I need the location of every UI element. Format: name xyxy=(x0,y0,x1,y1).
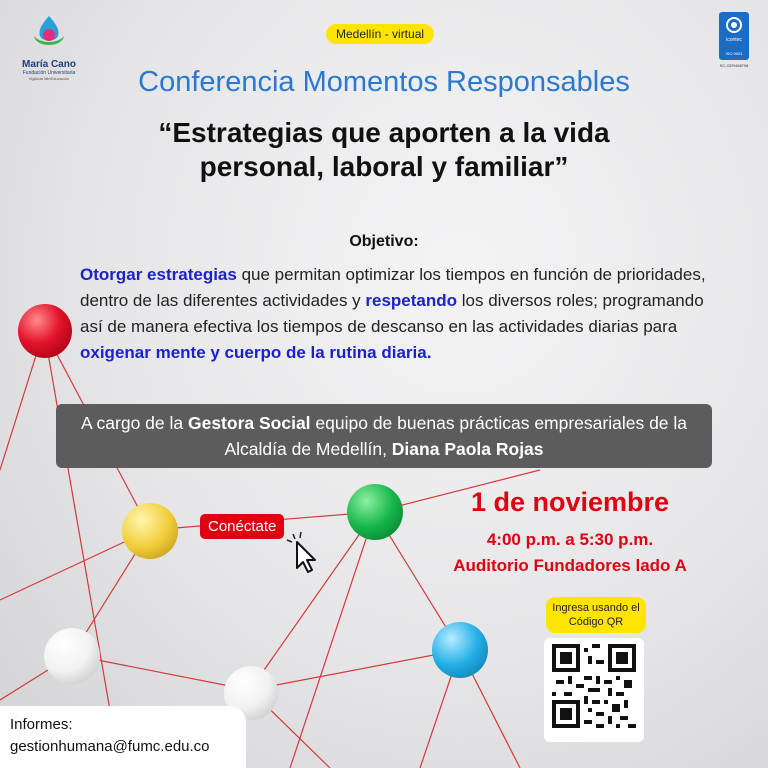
logo-subtitle: Fundación Universitaria xyxy=(22,70,76,76)
cursor-click-icon xyxy=(285,530,321,574)
objective-highlight-2: respetando xyxy=(365,291,458,310)
main-title: “Estrategias que aporten a la vida personal, laboral y familiar” xyxy=(158,117,610,182)
white-pin-left xyxy=(44,628,100,684)
cert-code: SC-CER458798 xyxy=(719,63,749,68)
icontec-logo xyxy=(719,12,749,60)
conference-title: Conferencia Momentos Responsables xyxy=(138,66,630,98)
speaker-prefix: A cargo de la xyxy=(80,413,188,433)
objective-text-2: que permitan optimizar los tiempos en función de prioridades, dentro de las diferentes actividades y xyxy=(80,265,706,310)
green-pin xyxy=(347,484,403,540)
yellow-pin xyxy=(122,503,178,559)
contact-box xyxy=(0,706,246,768)
contact-label: Informes: xyxy=(10,716,73,733)
red-pin xyxy=(18,304,72,358)
speaker-role: Gestora Social xyxy=(187,413,311,433)
qr-code-icon xyxy=(552,644,636,728)
event-time: 4:00 p.m. a 5:30 p.m. xyxy=(486,530,654,549)
speaker-banner xyxy=(56,404,712,468)
objective-label: Objetivo: xyxy=(349,233,419,250)
icontec-icon xyxy=(725,16,743,34)
speaker-middle: equipo de buenas prácticas empresariales de la Alcaldía de Medellín, xyxy=(224,413,688,459)
contact-email[interactable]: gestionhumana@fumc.edu.co xyxy=(10,738,210,755)
iso-label: ISO 9001 xyxy=(725,51,743,56)
connect-button[interactable]: Conéctate xyxy=(200,514,284,539)
objective-highlight-1: Otorgar estrategias xyxy=(80,265,237,284)
blue-pin xyxy=(432,622,488,678)
certification-badge xyxy=(711,12,757,68)
logo-vigilada: Vigilada MinEducación xyxy=(28,76,70,81)
qr-instruction: Ingresa usando el Código QR xyxy=(546,597,646,633)
logo-mark-icon xyxy=(28,14,70,54)
event-venue: Auditorio Fundadores lado A xyxy=(453,556,687,575)
location-badge: Medellín - virtual xyxy=(326,24,434,44)
qr-code[interactable] xyxy=(544,638,644,742)
speaker-name: Diana Paola Rojas xyxy=(391,439,544,459)
objective-text xyxy=(80,262,710,366)
objective-highlight-3: oxigenar mente y cuerpo de la rutina diaria. xyxy=(80,343,432,362)
logo-name: María Cano xyxy=(22,59,76,70)
objective-text-4: los diversos roles; programando así de manera efectiva los tiempos de descanso en las actividades diarias para xyxy=(80,291,704,336)
icontec-brand: icontec xyxy=(726,37,742,43)
event-date: 1 de noviembre xyxy=(470,487,670,517)
